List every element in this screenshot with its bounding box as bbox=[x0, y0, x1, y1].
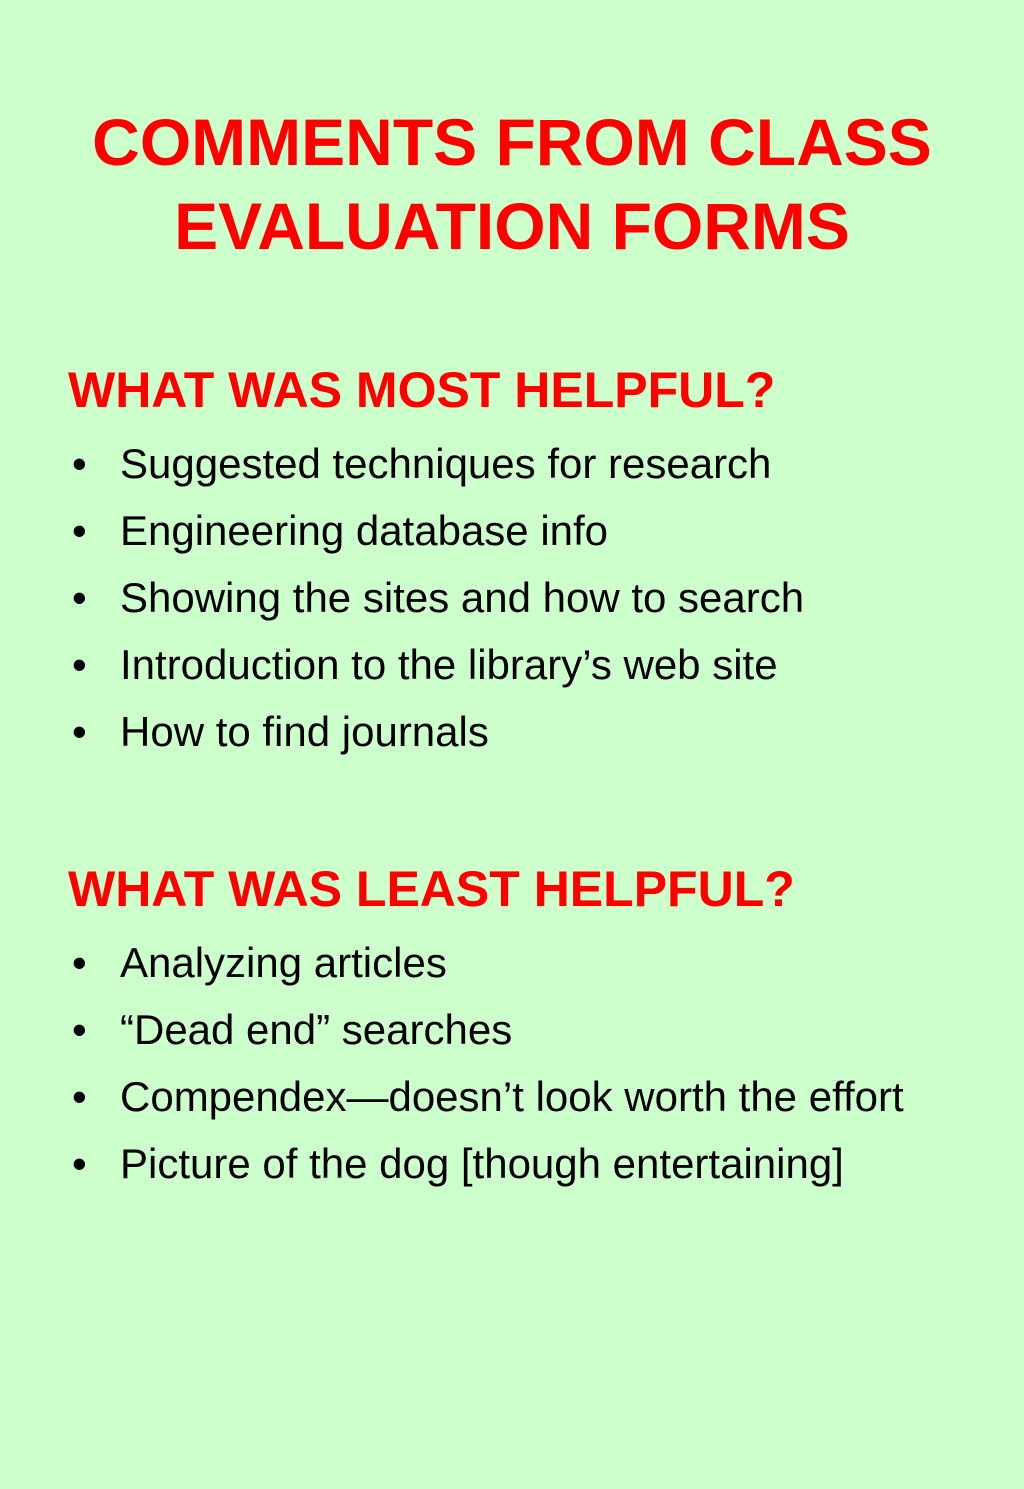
bullet-icon: • bbox=[72, 574, 87, 621]
bullet-icon: • bbox=[72, 1006, 87, 1053]
list-item-text: How to find journals bbox=[120, 708, 489, 755]
list-item bbox=[0, 704, 1024, 760]
list-item bbox=[0, 1136, 1024, 1192]
list-item-text: Suggested techniques for research bbox=[120, 440, 772, 487]
bullet-icon: • bbox=[72, 641, 87, 688]
bullet-icon: • bbox=[72, 1140, 87, 1187]
list-item bbox=[0, 570, 1024, 626]
section-heading-least-helpful: WHAT WAS LEAST HELPFUL? bbox=[68, 861, 795, 917]
bullet-icon: • bbox=[72, 507, 87, 554]
least-helpful-list bbox=[0, 935, 1024, 1203]
title-line-1: COMMENTS FROM CLASS bbox=[92, 105, 932, 179]
bullet-icon: • bbox=[72, 440, 87, 487]
list-item-text: Showing the sites and how to search bbox=[120, 574, 805, 621]
list-item bbox=[0, 503, 1024, 559]
most-helpful-list bbox=[0, 436, 1024, 771]
list-item-text: Compendex—doesn’t look worth the effort bbox=[120, 1073, 904, 1120]
list-item-text: Analyzing articles bbox=[120, 939, 447, 986]
bullet-icon: • bbox=[72, 708, 87, 755]
list-item bbox=[0, 1002, 1024, 1058]
list-item bbox=[0, 1069, 1024, 1125]
list-item-text: Picture of the dog [though entertaining] bbox=[120, 1140, 844, 1187]
list-item-text: “Dead end” searches bbox=[120, 1006, 513, 1053]
bullet-icon: • bbox=[72, 939, 87, 986]
list-item-text: Introduction to the library’s web site bbox=[120, 641, 778, 688]
list-item bbox=[0, 436, 1024, 492]
list-item-text: Engineering database info bbox=[120, 507, 609, 554]
bullet-icon: • bbox=[72, 1073, 87, 1120]
title-line-2: EVALUATION FORMS bbox=[174, 189, 850, 263]
list-item bbox=[0, 935, 1024, 991]
page-title bbox=[0, 100, 1024, 268]
section-heading-most-helpful: WHAT WAS MOST HELPFUL? bbox=[68, 362, 776, 418]
list-item bbox=[0, 637, 1024, 693]
